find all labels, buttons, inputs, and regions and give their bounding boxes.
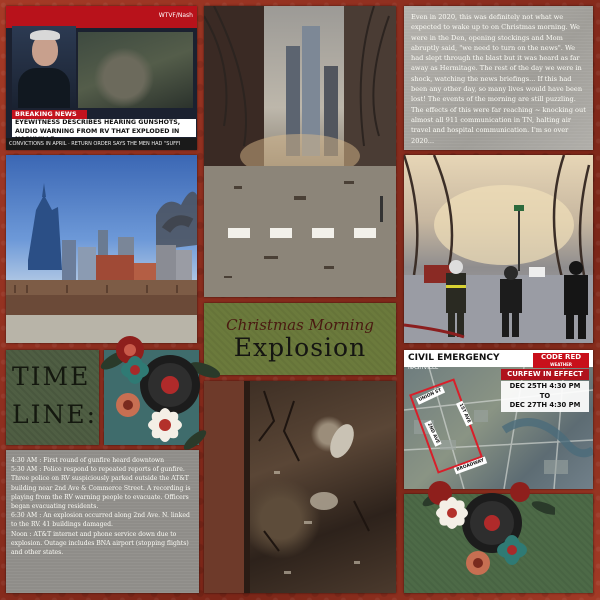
timeline-label-line-2: LINE: xyxy=(12,400,98,429)
news-anchor-image xyxy=(12,26,76,108)
timeline-entry: 6:30 AM : An explosion occurred along 2nd Ave. N. linked to the RV. 41 buildings damaged. xyxy=(11,512,190,529)
civil-emergency-map xyxy=(404,350,593,489)
street-devastation-photo xyxy=(204,6,396,297)
street-label-broadway: BROADWAY xyxy=(454,457,487,475)
title-line-1: Christmas Morning xyxy=(226,316,374,334)
timeline-label-card xyxy=(6,350,99,445)
curfew-dates xyxy=(501,381,589,412)
coral-flower-icon xyxy=(116,393,140,417)
flower-cluster-embellishment xyxy=(95,330,220,460)
curfew-to-label: TO xyxy=(539,391,551,400)
nashville-skyline-photo xyxy=(6,155,197,343)
news-headline xyxy=(12,119,196,137)
headline-line-2: AUDIO WARNING FROM RV THAT EXPLODED IN xyxy=(15,127,180,135)
news-ticker: CONVICTIONS IN APRIL · RETURN ORDER SAYS THE MEN HAD "SUFFI xyxy=(6,138,197,150)
dark-flower-icon xyxy=(140,355,200,415)
civil-emergency-label: CIVIL EMERGENCY xyxy=(408,353,500,363)
code-red-subbadge: WEATHER xyxy=(533,362,589,368)
timeline-journal-card xyxy=(6,450,199,593)
channel-tag: WTVF/Nash xyxy=(158,12,193,19)
news-broadcast-photo xyxy=(6,6,197,150)
street-label-1st-ave: 1ST AVE xyxy=(456,401,473,426)
timeline-entry: 4:30 AM : First round of gunfire heard downtown xyxy=(11,457,165,464)
code-red-badge: CODE RED xyxy=(533,353,589,362)
curfew-banner: CURFEW IN EFFECT xyxy=(501,369,589,380)
coral-flower-icon xyxy=(466,551,490,575)
firefighters-photo xyxy=(404,155,593,343)
flower-cluster-embellishment-2 xyxy=(420,478,555,593)
aerial-scene-image xyxy=(78,32,193,108)
journal-card xyxy=(404,6,593,150)
curfew-date-to: DEC 27TH 4:30 PM xyxy=(509,401,581,409)
street-label-2nd-ave: 2ND AVE xyxy=(424,420,441,446)
city-label: NASHVILLE xyxy=(408,365,439,371)
curfew-date-from: DEC 25TH 4:30 PM xyxy=(509,382,581,390)
page-title-card xyxy=(204,303,396,375)
journal-text: Even in 2020, this was definitely not what we expected to wake up to on Christmas morning. We were in the Den, opening stockings and Mom abruptly said, "we need to turn on the news". We had slept through the blast but it was heard as far away as Hermitage. The rest of the day we were in shock, watching the news briefings... If this had been any other day, so many lives would have been lost! The events of the morning are still puzzling. The effects of this were far reaching ~ knocking out almost all 911 communication in TN, halting air travel and hospital communication. I'm so over 2020... xyxy=(411,13,586,145)
breaking-news-label: BREAKING NEWS xyxy=(12,110,87,119)
timeline-entry: Noon : AT&T internet and phone service down due to explosion. Outage includes BNA airport (stopping flights) and other states. xyxy=(11,530,189,557)
title-line-2: Explosion xyxy=(233,333,367,362)
aerial-wreckage-photo xyxy=(204,381,396,593)
timeline-label-line-1: TIME xyxy=(12,362,91,391)
street-label-union: UNION ST xyxy=(416,386,445,404)
timeline-entry: 5:30 AM : Police respond to repeated reports of gunfire. Three police on RV suspiciously parked outside the AT&T building near 2nd Ave & Commerce Street. A recording is playing from the RV warning people to evacuate. Officers began evacuating residents. xyxy=(11,466,191,511)
headline-line-1: EYEWITNESS DESCRIBES HEARING GUNSHOTS, xyxy=(15,119,181,126)
